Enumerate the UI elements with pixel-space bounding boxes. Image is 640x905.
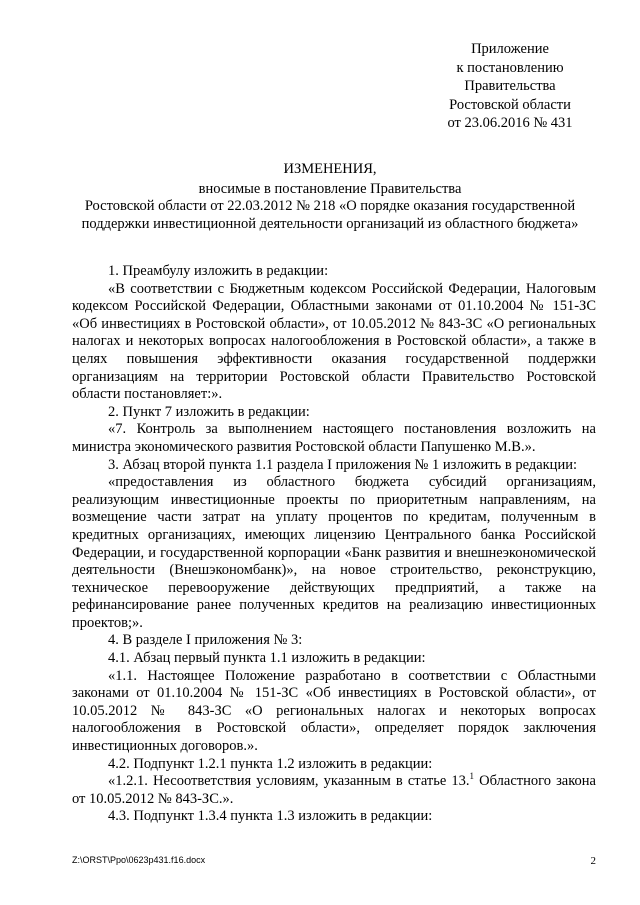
footnote-superscript: 1 — [469, 771, 475, 782]
page-number: 2 — [590, 855, 596, 867]
paragraph-3: 3. Абзац второй пункта 1.1 раздела I приложения № 1 изложить в редакции: — [108, 456, 577, 473]
approval-line-5: от 23.06.2016 № 431 — [447, 115, 573, 131]
approval-line-1: Приложение — [471, 41, 549, 57]
paragraph-3-quote: «предоставления из областного бюджета субсидий организациям, реализующим инвестиционные проекты по приоритетным направлениям, на возмещение части затрат на уплату процентов по кредитам, полученным в кредитных организациях, имеющих лицензию Центрального банка Российской Федерации, и государственной корпорации «Банк развития и внешнеэкономической деятельности (Внешэкономбанк)», на новое строительство, реконструкцию, техническое перевооружение действующих предприятий, а также на рефинансирование ранее полученных кредитов на реализацию инвестиционных проектов;». — [72, 474, 596, 631]
approval-line-4: Ростовской области — [449, 96, 571, 113]
paragraph-4-2-quote — [72, 773, 596, 808]
paragraph-4: 4. В разделе I приложения № 3: — [108, 632, 303, 649]
paragraph-2-quote: «7. Контроль за выполнением настоящего постановления возложить на министра экономического развития Ростовской области Папушенко М.В.». — [72, 421, 596, 455]
quote-text-start: «1.2.1. Несоответствия условиям, указанным в статье 13. — [108, 773, 470, 790]
heading-title: ИЗМЕНЕНИЯ, — [283, 161, 377, 177]
heading-line-3: поддержки инвестиционной деятельности организаций из областного бюджета» — [81, 215, 579, 232]
approval-line-3: Правительства — [464, 78, 556, 94]
paragraph-4-1: 4.1. Абзац первый пункта 1.1 изложить в редакции: — [108, 650, 426, 667]
heading-line-1: вносимые в постановление Правительства — [198, 180, 462, 197]
file-path: Z:\ORST\Ppo\0623p431.f16.docx — [72, 855, 206, 865]
paragraph-1-quote: «В соответствии с Бюджетным кодексом Российской Федерации, Налоговым кодексом Российской Федерации, Областными законами от 01.10.2004 № 151-ЗС «Об инвестициях в Ростовской области», от 10.05.2012 № 843-ЗС «О региональных налогах и некоторых вопросах налогообложения в Ростовской области», а также в целях повышения эффективности оказания государственной поддержки организациям на территории Ростовской области Правительство Ростовской области постановляет:». — [72, 280, 596, 403]
document-heading — [60, 161, 600, 233]
paragraph-1: 1. Преамбулу изложить в редакции: — [108, 263, 329, 279]
quote-text-end: Областного закона от 10.05.2012 № 843-ЗС.». — [72, 773, 596, 807]
approval-block — [420, 40, 600, 133]
paragraph-2: 2. Пункт 7 изложить в редакции: — [108, 403, 310, 420]
paragraph-4-1-quote: «1.1. Настоящее Положение разработано в соответствии с Областными законами от 01.10.2004 № 151-ЗС «Об инвестициях в Ростовской области», от 10.05.2012 № 843-ЗС «О региональных налогах и некоторых вопросах налогообложения в Ростовской области», определяет порядок заключения инвестиционных договоров.». — [72, 667, 596, 755]
document-body — [72, 263, 596, 826]
approval-line-2: к постановлению — [456, 59, 564, 76]
paragraph-4-3: 4.3. Подпункт 1.3.4 пункта 1.3 изложить в редакции: — [108, 808, 433, 825]
page-footer — [72, 855, 596, 869]
heading-line-2: Ростовской области от 22.03.2012 № 218 «О порядке оказания государственной — [84, 198, 576, 214]
paragraph-4-2: 4.2. Подпункт 1.2.1 пункта 1.2 изложить в редакции: — [108, 755, 433, 772]
